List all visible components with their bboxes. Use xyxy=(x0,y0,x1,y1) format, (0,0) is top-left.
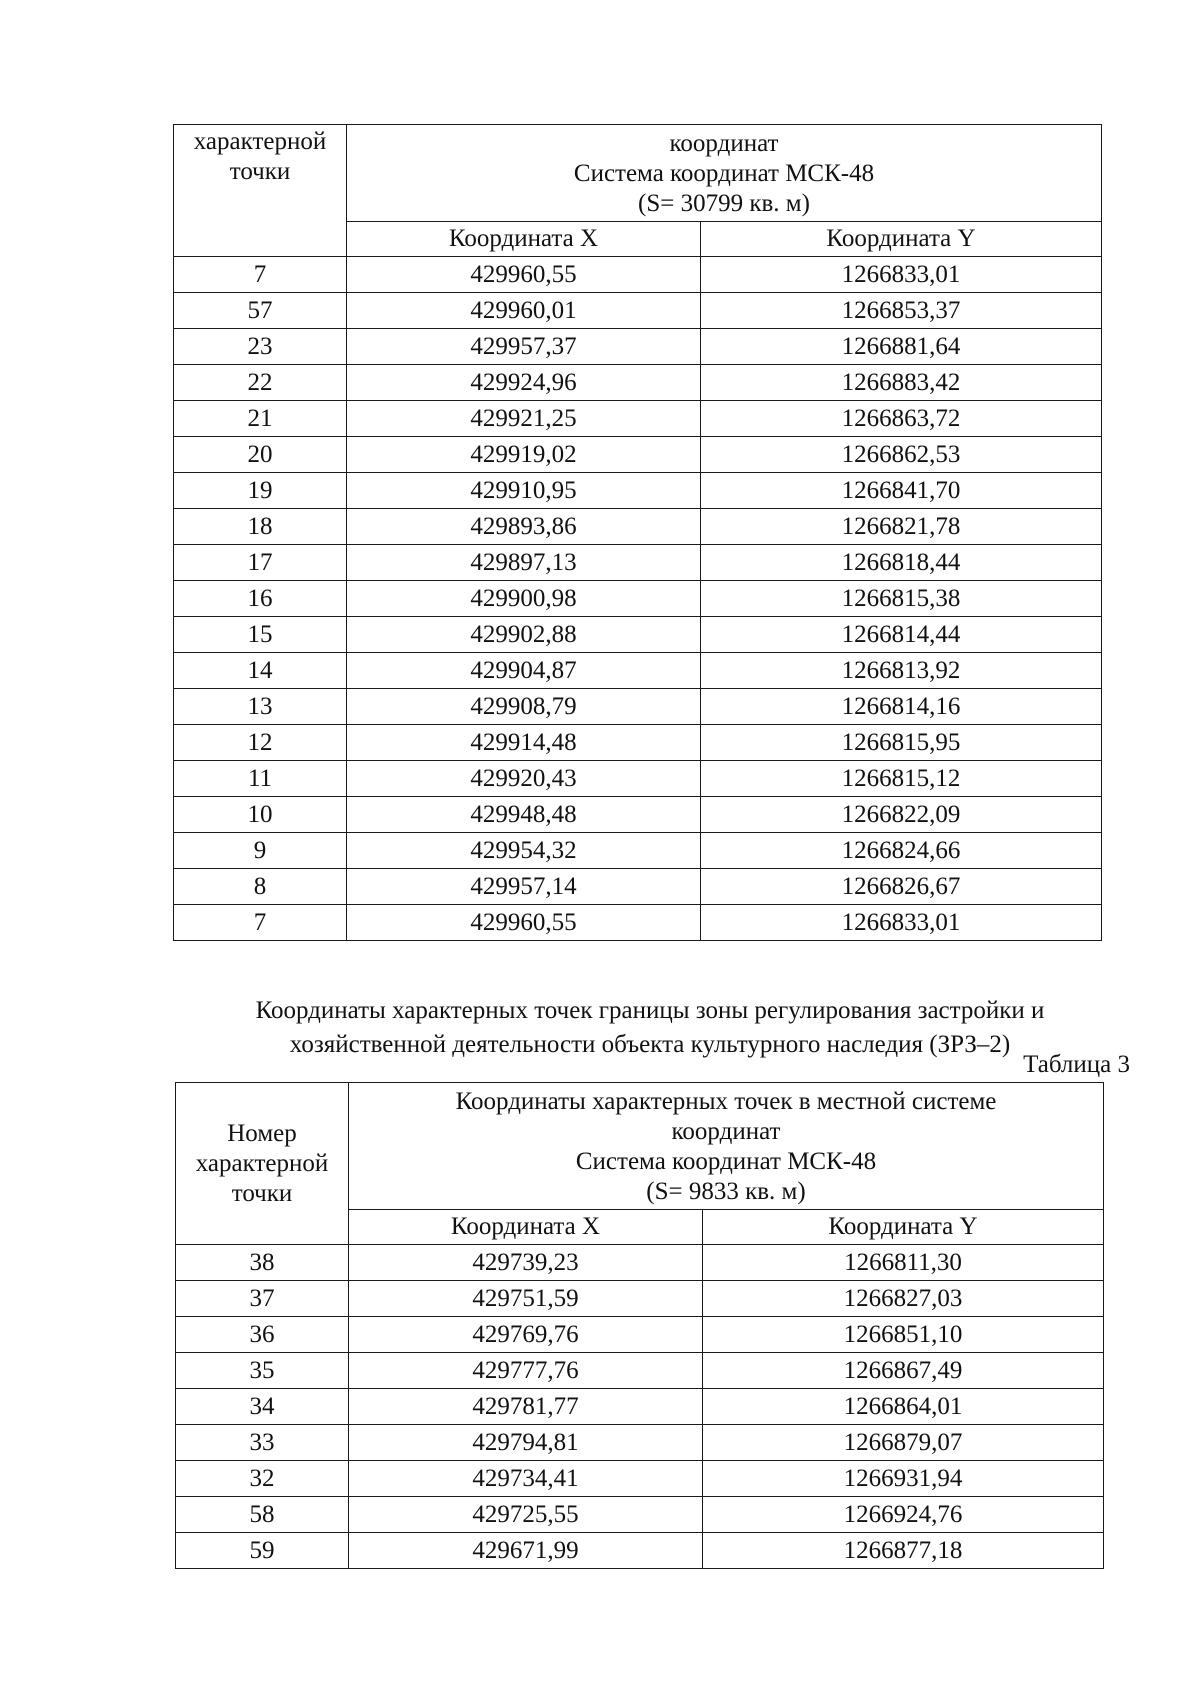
coordinate-y-cell: 1266826,67 xyxy=(701,869,1102,905)
table-row xyxy=(174,653,1102,689)
coordinate-x-cell: 429904,87 xyxy=(347,653,701,689)
coordinate-x-cell: 429902,88 xyxy=(347,617,701,653)
point-number-cell: 10 xyxy=(174,797,347,833)
header-line: Система координат МСК-48 xyxy=(575,1148,877,1175)
coordinate-y-cell: 1266877,18 xyxy=(703,1533,1104,1569)
coordinate-x-cell: 429924,96 xyxy=(347,365,701,401)
coordinate-y-cell: 1266853,37 xyxy=(701,293,1102,329)
coordinate-x-cell: 429957,14 xyxy=(347,869,701,905)
header-line: Координаты характерных точек в местной системе xyxy=(455,1088,997,1115)
point-number-cell: 36 xyxy=(176,1317,349,1353)
table-row xyxy=(174,365,1102,401)
point-number-cell: 57 xyxy=(174,293,347,329)
point-number-cell: 15 xyxy=(174,617,347,653)
coordinate-y-cell: 1266851,10 xyxy=(703,1317,1104,1353)
coordinate-x-cell: 429734,41 xyxy=(349,1461,703,1497)
table-row xyxy=(176,1245,1104,1281)
point-number-cell: 9 xyxy=(174,833,347,869)
coordinate-x-cell: 429960,55 xyxy=(347,905,701,941)
table-row xyxy=(174,473,1102,509)
point-number-cell: 35 xyxy=(176,1353,349,1389)
coordinates-table-3 xyxy=(175,1082,1104,1569)
table-row xyxy=(174,761,1102,797)
coordinate-y-cell: 1266924,76 xyxy=(703,1497,1104,1533)
point-number-cell: 38 xyxy=(176,1245,349,1281)
table-row xyxy=(174,689,1102,725)
point-number-cell: 37 xyxy=(176,1281,349,1317)
coordinate-x-header: Координата X xyxy=(347,222,701,257)
coordinate-y-cell: 1266883,42 xyxy=(701,365,1102,401)
table-row xyxy=(176,1317,1104,1353)
point-number-cell: 16 xyxy=(174,581,347,617)
coordinate-y-cell: 1266814,16 xyxy=(701,689,1102,725)
coordinate-y-cell: 1266815,12 xyxy=(701,761,1102,797)
coordinate-x-cell: 429914,48 xyxy=(347,725,701,761)
table-row xyxy=(174,869,1102,905)
coordinate-y-cell: 1266811,30 xyxy=(703,1245,1104,1281)
coordinate-x-cell: 429897,13 xyxy=(347,545,701,581)
caption-line-1: Координаты характерных точек границы зоны регулирования застройки и xyxy=(255,997,1045,1024)
coordinates-table-continued xyxy=(173,124,1102,941)
coordinate-x-cell: 429910,95 xyxy=(347,473,701,509)
header-line: координат xyxy=(671,1118,781,1145)
point-number-header xyxy=(176,1083,349,1245)
point-number-cell: 7 xyxy=(174,905,347,941)
point-number-header xyxy=(174,125,347,257)
table-row xyxy=(174,833,1102,869)
point-number-cell: 22 xyxy=(174,365,347,401)
table-row xyxy=(176,1533,1104,1569)
point-number-cell: 13 xyxy=(174,689,347,725)
coordinate-y-cell: 1266813,92 xyxy=(701,653,1102,689)
coordinate-x-cell: 429794,81 xyxy=(349,1425,703,1461)
coordinate-x-cell: 429739,23 xyxy=(349,1245,703,1281)
coordinate-x-cell: 429671,99 xyxy=(349,1533,703,1569)
coordinate-y-cell: 1266822,09 xyxy=(701,797,1102,833)
point-number-cell: 12 xyxy=(174,725,347,761)
coordinate-y-cell: 1266821,78 xyxy=(701,509,1102,545)
point-number-cell: 7 xyxy=(174,257,347,293)
header-line: Номер xyxy=(227,1119,297,1147)
point-number-cell: 19 xyxy=(174,473,347,509)
coordinate-y-cell: 1266879,07 xyxy=(703,1425,1104,1461)
coordinate-x-cell: 429919,02 xyxy=(347,437,701,473)
table-row xyxy=(174,293,1102,329)
table-row xyxy=(174,725,1102,761)
coordinate-y-cell: 1266833,01 xyxy=(701,257,1102,293)
coordinate-y-header: Координата Y xyxy=(701,222,1102,257)
point-number-cell: 8 xyxy=(174,869,347,905)
coordinate-y-cell: 1266833,01 xyxy=(701,905,1102,941)
coordinate-x-cell: 429960,01 xyxy=(347,293,701,329)
point-number-cell: 33 xyxy=(176,1425,349,1461)
table-body xyxy=(174,257,1102,941)
coordinate-y-cell: 1266863,72 xyxy=(701,401,1102,437)
coordinate-x-cell: 429957,37 xyxy=(347,329,701,365)
coordinate-y-cell: 1266864,01 xyxy=(703,1389,1104,1425)
point-number-cell: 21 xyxy=(174,401,347,437)
coordinate-y-cell: 1266815,95 xyxy=(701,725,1102,761)
table-row xyxy=(174,581,1102,617)
coordinate-x-cell: 429893,86 xyxy=(347,509,701,545)
table-row xyxy=(176,1353,1104,1389)
table-row xyxy=(174,545,1102,581)
coordinate-y-cell: 1266815,38 xyxy=(701,581,1102,617)
point-number-cell: 59 xyxy=(176,1533,349,1569)
table-row xyxy=(174,617,1102,653)
header-line: Система координат МСК-48 xyxy=(573,160,875,187)
coordinate-x-cell: 429751,59 xyxy=(349,1281,703,1317)
table-row xyxy=(174,509,1102,545)
coordinate-x-cell: 429781,77 xyxy=(349,1389,703,1425)
header-line: характерной xyxy=(193,128,327,155)
table-row xyxy=(176,1497,1104,1533)
point-number-cell: 17 xyxy=(174,545,347,581)
coordinate-x-cell: 429725,55 xyxy=(349,1497,703,1533)
point-number-cell: 14 xyxy=(174,653,347,689)
point-number-cell: 11 xyxy=(174,761,347,797)
table-row xyxy=(176,1281,1104,1317)
coordinate-x-cell: 429769,76 xyxy=(349,1317,703,1353)
table-number-label: Таблица 3 xyxy=(1023,1051,1130,1078)
coordinate-x-cell: 429920,43 xyxy=(347,761,701,797)
header-line: точки xyxy=(231,1179,293,1207)
point-number-cell: 18 xyxy=(174,509,347,545)
coordinate-y-cell: 1266931,94 xyxy=(703,1461,1104,1497)
coordinates-header xyxy=(349,1083,1104,1210)
table-caption xyxy=(150,994,1150,1062)
coordinate-y-cell: 1266818,44 xyxy=(701,545,1102,581)
table-row xyxy=(174,437,1102,473)
table-row xyxy=(174,257,1102,293)
coordinates-header xyxy=(347,125,1102,222)
coordinate-y-header: Координата Y xyxy=(703,1210,1104,1245)
table-row xyxy=(174,401,1102,437)
point-number-cell: 34 xyxy=(176,1389,349,1425)
coordinate-x-cell: 429908,79 xyxy=(347,689,701,725)
table-row xyxy=(176,1461,1104,1497)
table-body xyxy=(176,1245,1104,1569)
coordinate-x-header: Координата X xyxy=(349,1210,703,1245)
caption-line-2: хозяйственной деятельности объекта культурного наследия (ЗРЗ–2) xyxy=(289,1031,1011,1058)
header-line: (S= 30799 кв. м) xyxy=(638,190,810,217)
header-line: координат xyxy=(669,130,779,157)
coordinate-x-cell: 429777,76 xyxy=(349,1353,703,1389)
point-number-cell: 58 xyxy=(176,1497,349,1533)
coordinate-x-cell: 429948,48 xyxy=(347,797,701,833)
coordinate-y-cell: 1266867,49 xyxy=(703,1353,1104,1389)
coordinate-y-cell: 1266827,03 xyxy=(703,1281,1104,1317)
table-row xyxy=(174,329,1102,365)
coordinate-x-cell: 429954,32 xyxy=(347,833,701,869)
point-number-cell: 23 xyxy=(174,329,347,365)
coordinate-y-cell: 1266841,70 xyxy=(701,473,1102,509)
table-row xyxy=(176,1389,1104,1425)
header-line: (S= 9833 кв. м) xyxy=(646,1178,806,1205)
coordinate-y-cell: 1266814,44 xyxy=(701,617,1102,653)
coordinate-x-cell: 429921,25 xyxy=(347,401,701,437)
table-row xyxy=(174,797,1102,833)
point-number-cell: 20 xyxy=(174,437,347,473)
coordinate-y-cell: 1266881,64 xyxy=(701,329,1102,365)
header-line: точки xyxy=(229,158,291,185)
point-number-cell: 32 xyxy=(176,1461,349,1497)
coordinate-y-cell: 1266824,66 xyxy=(701,833,1102,869)
header-line: характерной xyxy=(195,1149,329,1177)
table-row xyxy=(176,1425,1104,1461)
coordinate-y-cell: 1266862,53 xyxy=(701,437,1102,473)
coordinate-x-cell: 429900,98 xyxy=(347,581,701,617)
coordinate-x-cell: 429960,55 xyxy=(347,257,701,293)
table-row xyxy=(174,905,1102,941)
